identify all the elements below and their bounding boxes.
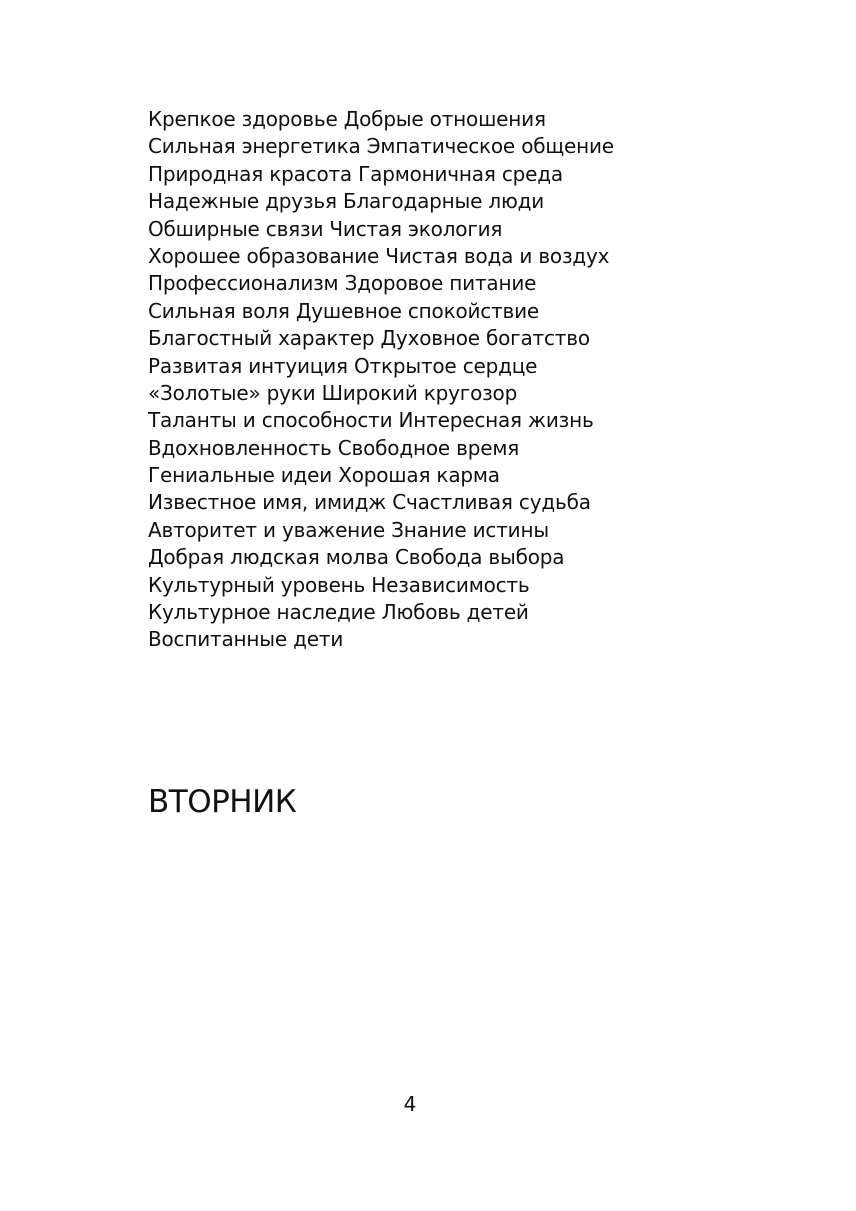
list-item: Авторитет и уважение Знание истины [148,517,549,542]
list-item: Природная красота Гармоничная среда [148,161,563,186]
list-item: Вдохновленность Свободное время [148,435,520,460]
list-item: Хорошее образование Чистая вода и воздух [148,243,610,268]
list-item: Гениальные идеи Хорошая карма [148,463,500,488]
benefits-list [148,106,614,654]
list-item: Культурный уровень Независимость [148,572,530,597]
list-item: Крепкое здоровье Добрые отношения [148,107,546,131]
list-item: Сильная воля Душевное спокойствие [148,298,540,323]
list-item: Надежные друзья Благодарные люди [148,189,545,214]
list-item: Развитая интуиция Открытое сердце [148,353,538,378]
list-item: «Золотые» руки Широкий кругозор [148,380,518,405]
section-heading: ВТОРНИК [148,784,297,820]
list-item: Профессионализм Здоровое питание [148,271,537,296]
list-item: Культурное наследие Любовь детей [148,600,529,625]
list-item: Воспитанные дети [148,627,344,652]
list-item: Благостный характер Духовное богатство [148,326,590,351]
list-item: Известное имя, имидж Счастливая судьба [148,490,591,515]
list-item: Таланты и способности Интересная жизнь [148,408,594,433]
list-item: Добрая людская молва Свобода выбора [148,545,565,570]
list-item: Обширные связи Чистая экология [148,216,503,241]
list-item: Сильная энергетика Эмпатическое общение [148,134,614,159]
page-number: 4 [403,1092,417,1116]
